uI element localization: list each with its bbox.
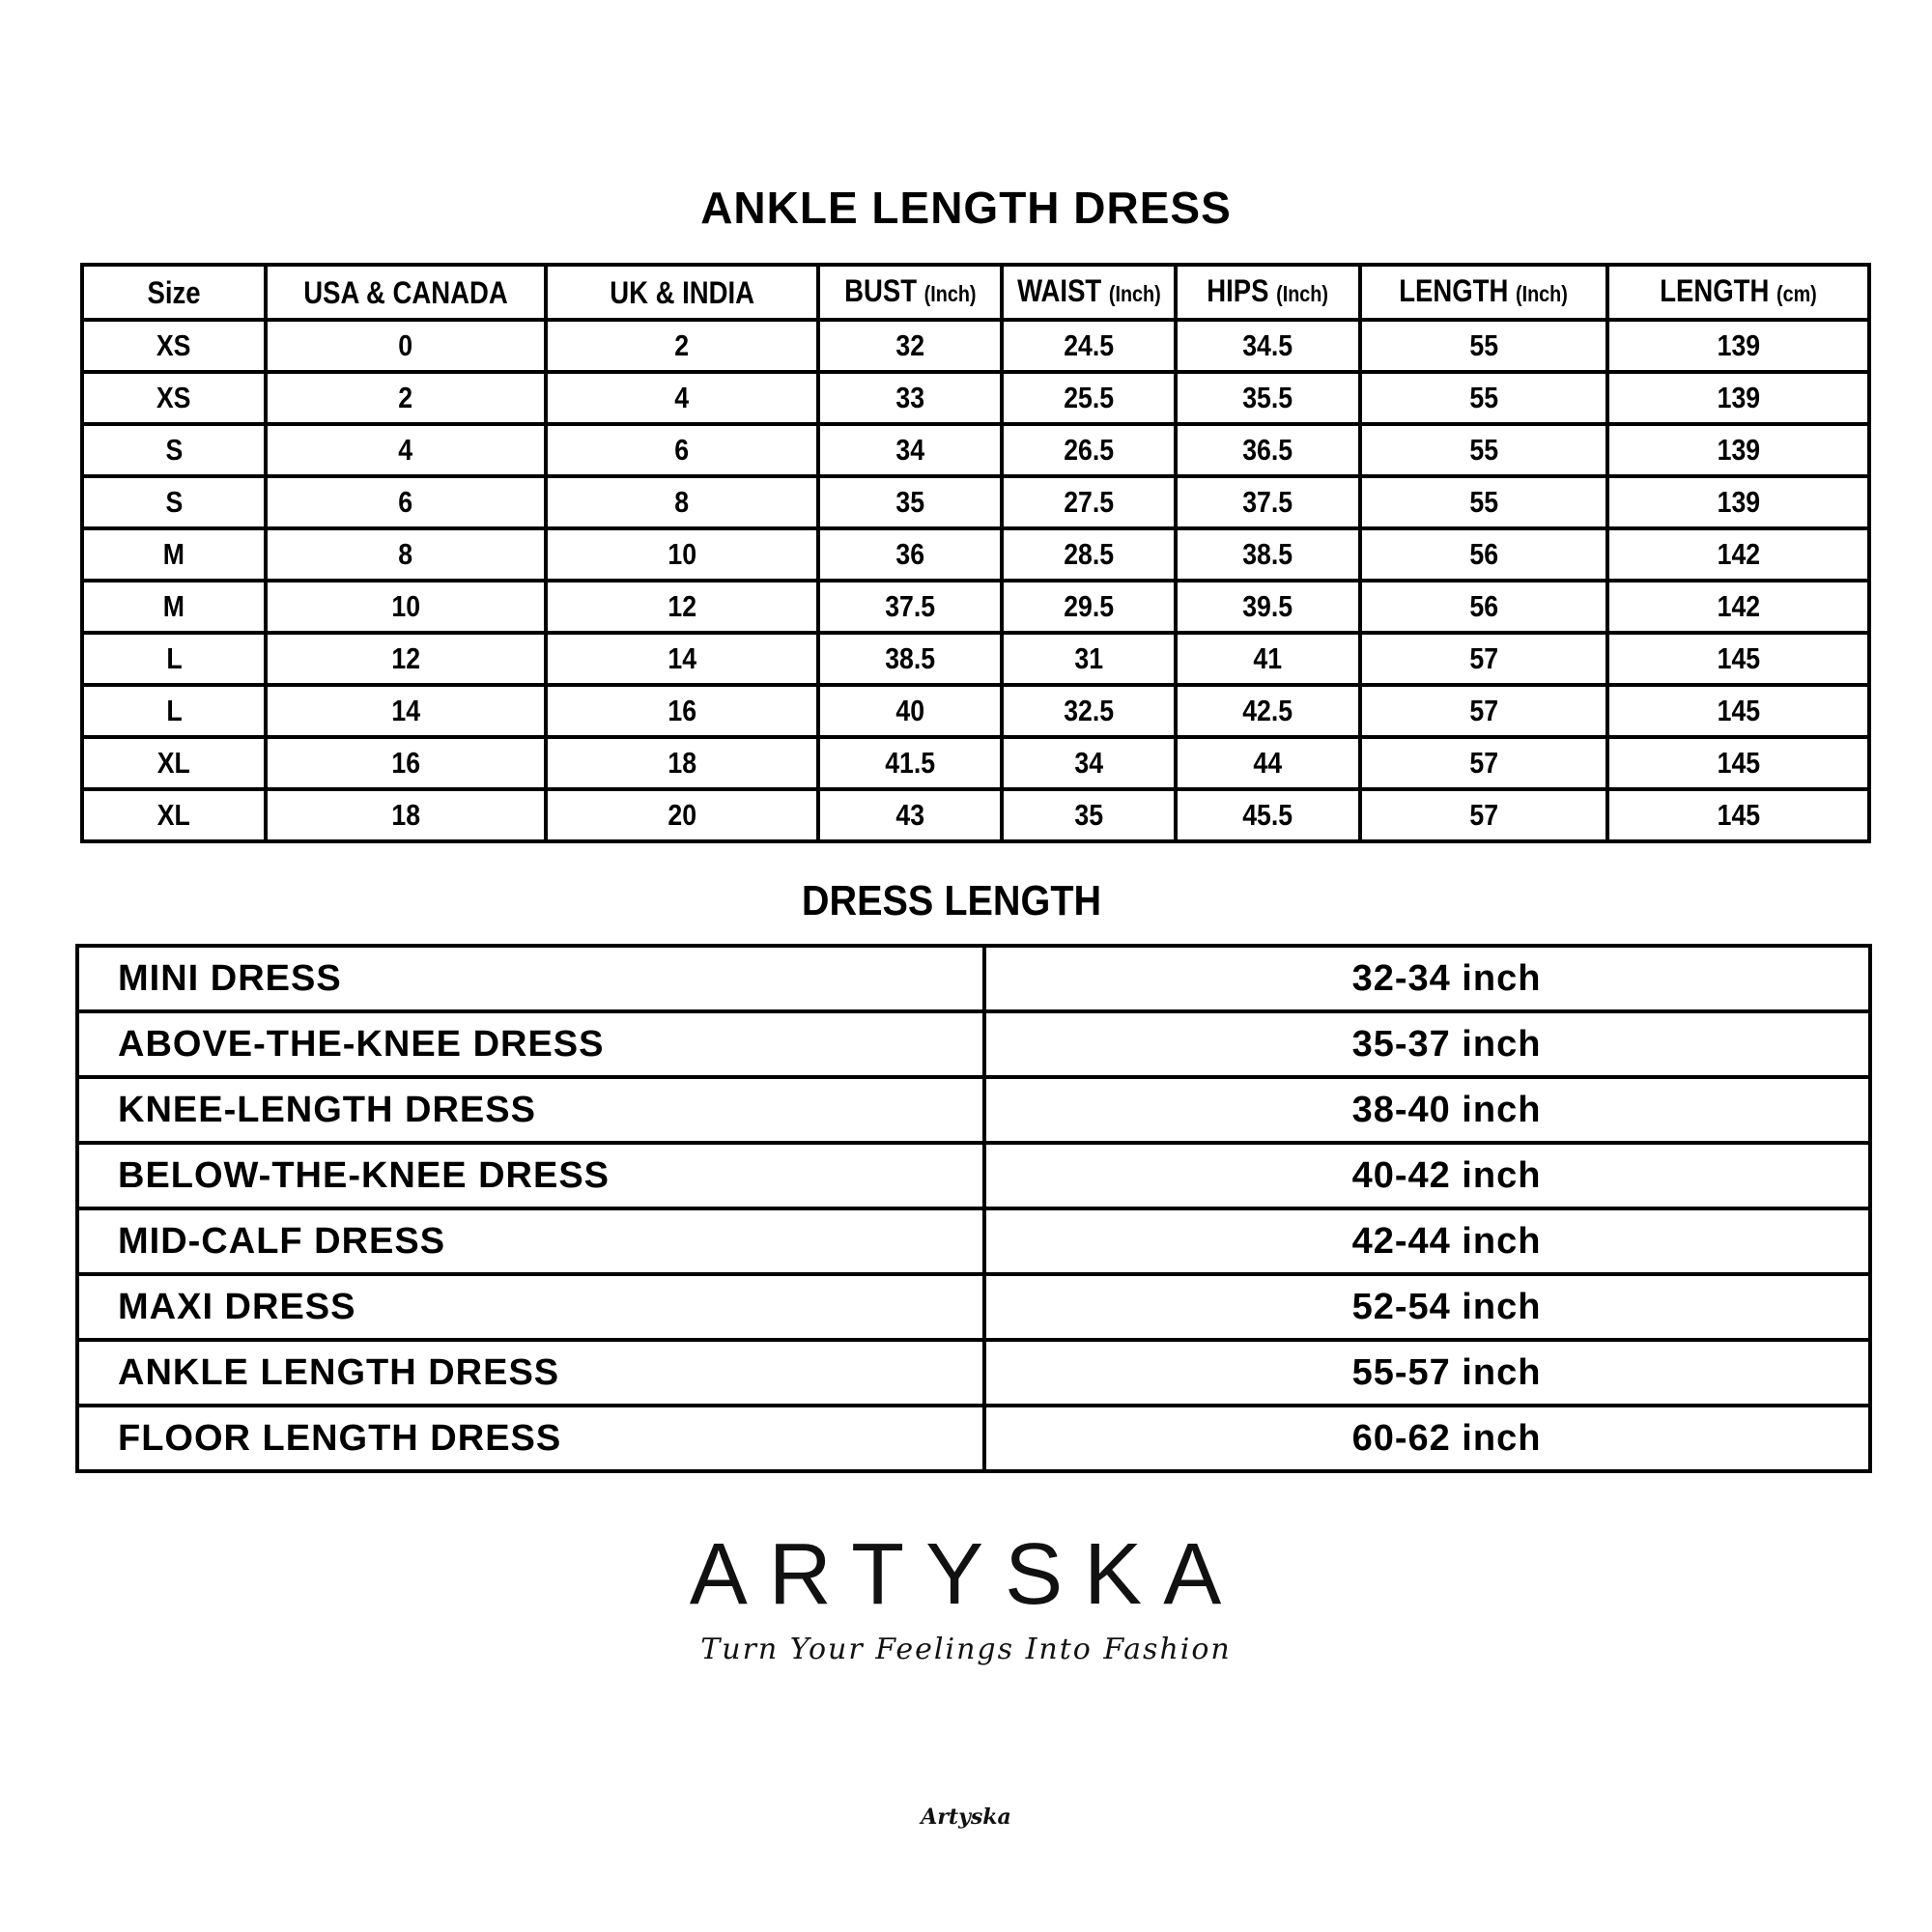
- table-cell: [1360, 789, 1607, 841]
- table-cell: [266, 476, 546, 528]
- brand-signature: Artyska: [921, 1804, 1011, 1830]
- table-cell: [1360, 320, 1607, 372]
- cell-value: 45.5: [1242, 798, 1293, 832]
- cell-value: 6: [398, 485, 413, 519]
- cell-value: S: [165, 433, 183, 467]
- cell-value: 139: [1717, 485, 1760, 519]
- cell-value: 55: [1469, 381, 1498, 414]
- cell-value: M: [162, 589, 185, 623]
- cell-value: 26.5: [1064, 433, 1114, 467]
- dress-length-range: 40-42 inch: [984, 1143, 1870, 1208]
- brand-logo-text: ARTYSKA: [689, 1526, 1243, 1623]
- table-cell: [818, 372, 1002, 424]
- table-cell: [1360, 476, 1607, 528]
- table-cell: [1360, 685, 1607, 737]
- table-cell: [1607, 320, 1869, 372]
- table-cell: [818, 633, 1002, 685]
- table-cell: [82, 372, 266, 424]
- table-cell: [1176, 320, 1360, 372]
- cell-value: 4: [674, 381, 690, 414]
- table-row: [82, 372, 1869, 424]
- header-label: Size: [147, 274, 201, 310]
- table-cell: [1360, 372, 1607, 424]
- table-cell: [1607, 581, 1869, 633]
- cell-value: 32.5: [1064, 694, 1114, 727]
- dress-length-table: [75, 944, 1872, 1473]
- table-cell: [818, 476, 1002, 528]
- table-cell: [1176, 476, 1360, 528]
- dress-length-range: 55-57 inch: [984, 1340, 1870, 1406]
- table-cell: [1360, 737, 1607, 789]
- size-chart-header-cell: [818, 265, 1002, 320]
- cell-value: 145: [1717, 641, 1760, 675]
- table-cell: [818, 528, 1002, 581]
- table-row: [82, 685, 1869, 737]
- cell-value: 142: [1717, 589, 1760, 623]
- cell-value: 31: [1074, 641, 1103, 675]
- table-cell: [1607, 789, 1869, 841]
- cell-value: 14: [668, 641, 696, 675]
- table-row: [82, 320, 1869, 372]
- dress-style-name: BELOW-THE-KNEE DRESS: [77, 1143, 984, 1208]
- table-cell: [1360, 528, 1607, 581]
- table-cell: [1002, 528, 1176, 581]
- cell-value: 10: [391, 589, 420, 623]
- cell-value: 29.5: [1064, 589, 1114, 623]
- cell-value: 57: [1469, 746, 1498, 780]
- cell-value: 32: [895, 328, 924, 362]
- table-cell: [82, 685, 266, 737]
- cell-value: 2: [398, 381, 413, 414]
- dress-style-name: ABOVE-THE-KNEE DRESS: [77, 1011, 984, 1077]
- header-label: LENGTH: [1660, 273, 1770, 308]
- cell-value: 145: [1717, 798, 1760, 832]
- cell-value: L: [165, 641, 183, 675]
- cell-value: 16: [391, 746, 420, 780]
- size-chart-header-cell: [266, 265, 546, 320]
- header-label: USA & CANADA: [303, 274, 508, 310]
- dress-length-range: 35-37 inch: [984, 1011, 1870, 1077]
- cell-value: 38.5: [885, 641, 935, 675]
- size-chart-header-cell: [1360, 265, 1607, 320]
- cell-value: 27.5: [1064, 485, 1114, 519]
- table-cell: [1002, 737, 1176, 789]
- cell-value: 145: [1717, 746, 1760, 780]
- header-label: UK & INDIA: [610, 274, 754, 310]
- brand-logo: [0, 1526, 1932, 1623]
- table-cell: [82, 633, 266, 685]
- cell-value: 36: [895, 537, 924, 571]
- table-cell: [82, 789, 266, 841]
- table-cell: [82, 581, 266, 633]
- table-cell: [546, 372, 818, 424]
- cell-value: 139: [1717, 381, 1760, 414]
- cell-value: 56: [1469, 589, 1498, 623]
- cell-value: 38.5: [1242, 537, 1293, 571]
- table-cell: [82, 528, 266, 581]
- header-label: BUST: [843, 273, 917, 308]
- dress-length-row: [77, 1406, 1870, 1471]
- table-cell: [266, 372, 546, 424]
- table-row: [82, 633, 1869, 685]
- dress-length-range: 32-34 inch: [984, 946, 1870, 1011]
- size-chart-header-cell: [1607, 265, 1869, 320]
- cell-value: 41.5: [885, 746, 935, 780]
- cell-value: 34: [895, 433, 924, 467]
- table-cell: [266, 633, 546, 685]
- table-cell: [1360, 581, 1607, 633]
- cell-value: 56: [1469, 537, 1498, 571]
- dress-length-range: 38-40 inch: [984, 1077, 1870, 1143]
- table-row: [82, 528, 1869, 581]
- table-cell: [546, 424, 818, 476]
- table-cell: [546, 581, 818, 633]
- header-label: HIPS: [1207, 273, 1269, 308]
- cell-value: 35: [895, 485, 924, 519]
- cell-value: 55: [1469, 328, 1498, 362]
- table-row: [82, 581, 1869, 633]
- cell-value: 41: [1253, 641, 1283, 675]
- dress-length-range: 42-44 inch: [984, 1208, 1870, 1274]
- cell-value: 12: [668, 589, 696, 623]
- size-chart-header-row: [82, 265, 1869, 320]
- table-row: [82, 476, 1869, 528]
- dress-length-row: [77, 1340, 1870, 1406]
- table-row: [82, 737, 1869, 789]
- table-cell: [82, 320, 266, 372]
- dress-style-name: ANKLE LENGTH DRESS: [77, 1340, 984, 1406]
- dress-length-row: [77, 1011, 1870, 1077]
- cell-value: S: [165, 485, 183, 519]
- cell-value: 40: [895, 694, 924, 727]
- cell-value: 37.5: [885, 589, 935, 623]
- dress-length-range: 60-62 inch: [984, 1406, 1870, 1471]
- table-cell: [82, 424, 266, 476]
- cell-value: XS: [156, 381, 191, 414]
- dress-style-name: MID-CALF DRESS: [77, 1208, 984, 1274]
- cell-value: 55: [1469, 433, 1498, 467]
- dress-length-title: DRESS LENGTH: [801, 877, 1102, 924]
- cell-value: 28.5: [1064, 537, 1114, 571]
- cell-value: 34: [1074, 746, 1103, 780]
- table-cell: [1002, 424, 1176, 476]
- table-cell: [1176, 737, 1360, 789]
- size-chart-header-cell: [546, 265, 818, 320]
- cell-value: 16: [668, 694, 696, 727]
- table-cell: [82, 476, 266, 528]
- table-cell: [1607, 633, 1869, 685]
- cell-value: 42.5: [1242, 694, 1293, 727]
- dress-length-range: 52-54 inch: [984, 1274, 1870, 1340]
- table-cell: [266, 581, 546, 633]
- table-cell: [546, 685, 818, 737]
- table-cell: [546, 528, 818, 581]
- table-cell: [818, 320, 1002, 372]
- size-chart-title: ANKLE LENGTH DRESS: [700, 183, 1232, 233]
- table-cell: [818, 685, 1002, 737]
- table-cell: [82, 737, 266, 789]
- header-unit: (Inch): [1108, 281, 1161, 306]
- table-cell: [266, 528, 546, 581]
- size-chart-header-cell: [1176, 265, 1360, 320]
- table-cell: [1002, 633, 1176, 685]
- size-chart-header-cell: [82, 265, 266, 320]
- dress-style-name: MINI DRESS: [77, 946, 984, 1011]
- table-cell: [1607, 685, 1869, 737]
- header-unit: (Inch): [1516, 281, 1569, 306]
- table-cell: [1607, 476, 1869, 528]
- cell-value: 37.5: [1242, 485, 1293, 519]
- dress-style-name: KNEE-LENGTH DRESS: [77, 1077, 984, 1143]
- table-cell: [266, 320, 546, 372]
- table-cell: [546, 320, 818, 372]
- dress-length-row: [77, 946, 1870, 1011]
- cell-value: 35.5: [1242, 381, 1293, 414]
- header-unit: (Inch): [923, 281, 977, 306]
- cell-value: 44: [1253, 746, 1283, 780]
- table-cell: [1002, 789, 1176, 841]
- cell-value: 35: [1074, 798, 1103, 832]
- table-cell: [1002, 685, 1176, 737]
- cell-value: 8: [398, 537, 413, 571]
- cell-value: 36.5: [1242, 433, 1293, 467]
- table-cell: [266, 737, 546, 789]
- cell-value: 145: [1717, 694, 1760, 727]
- cell-value: 57: [1469, 798, 1498, 832]
- table-cell: [266, 424, 546, 476]
- cell-value: XS: [156, 328, 191, 362]
- cell-value: 139: [1717, 328, 1760, 362]
- table-cell: [818, 789, 1002, 841]
- cell-value: 34.5: [1242, 328, 1293, 362]
- cell-value: 25.5: [1064, 381, 1114, 414]
- table-cell: [1002, 320, 1176, 372]
- header-label: WAIST: [1016, 273, 1101, 308]
- table-cell: [266, 789, 546, 841]
- cell-value: 14: [391, 694, 420, 727]
- cell-value: 4: [398, 433, 413, 467]
- table-cell: [1002, 581, 1176, 633]
- table-cell: [1002, 476, 1176, 528]
- cell-value: XL: [156, 798, 191, 832]
- table-cell: [818, 581, 1002, 633]
- cell-value: 33: [895, 381, 924, 414]
- cell-value: XL: [156, 746, 191, 780]
- cell-value: 57: [1469, 694, 1498, 727]
- table-row: [82, 424, 1869, 476]
- cell-value: 57: [1469, 641, 1498, 675]
- table-cell: [546, 789, 818, 841]
- table-cell: [1607, 372, 1869, 424]
- cell-value: 20: [668, 798, 696, 832]
- cell-value: 43: [895, 798, 924, 832]
- table-cell: [1002, 372, 1176, 424]
- table-cell: [546, 633, 818, 685]
- cell-value: 12: [391, 641, 420, 675]
- cell-value: 10: [668, 537, 696, 571]
- table-cell: [818, 737, 1002, 789]
- cell-value: 2: [674, 328, 690, 362]
- dress-length-row: [77, 1208, 1870, 1274]
- header-unit: (Inch): [1276, 281, 1329, 306]
- header-unit: (cm): [1776, 281, 1817, 306]
- cell-value: 142: [1717, 537, 1760, 571]
- table-row: [82, 789, 1869, 841]
- table-cell: [1607, 424, 1869, 476]
- dress-style-name: FLOOR LENGTH DRESS: [77, 1406, 984, 1471]
- size-chart-header-cell: [1002, 265, 1176, 320]
- table-cell: [1176, 633, 1360, 685]
- dress-length-row: [77, 1274, 1870, 1340]
- table-cell: [266, 685, 546, 737]
- table-cell: [818, 424, 1002, 476]
- table-cell: [1176, 528, 1360, 581]
- size-chart-table: [80, 263, 1871, 843]
- cell-value: 39.5: [1242, 589, 1293, 623]
- header-label: LENGTH: [1399, 273, 1509, 308]
- table-cell: [546, 476, 818, 528]
- cell-value: M: [162, 537, 185, 571]
- table-cell: [1607, 737, 1869, 789]
- table-cell: [1176, 789, 1360, 841]
- table-cell: [1360, 633, 1607, 685]
- cell-value: 24.5: [1064, 328, 1114, 362]
- cell-value: 0: [398, 328, 413, 362]
- table-cell: [1176, 372, 1360, 424]
- table-cell: [546, 737, 818, 789]
- cell-value: L: [165, 694, 183, 727]
- dress-length-row: [77, 1077, 1870, 1143]
- cell-value: 18: [668, 746, 696, 780]
- cell-value: 6: [674, 433, 690, 467]
- dress-length-row: [77, 1143, 1870, 1208]
- table-cell: [1176, 685, 1360, 737]
- table-cell: [1176, 581, 1360, 633]
- dress-style-name: MAXI DRESS: [77, 1274, 984, 1340]
- table-cell: [1176, 424, 1360, 476]
- cell-value: 139: [1717, 433, 1760, 467]
- table-cell: [1360, 424, 1607, 476]
- brand-tagline: Turn Your Feelings Into Fashion: [700, 1633, 1232, 1666]
- table-cell: [1607, 528, 1869, 581]
- cell-value: 8: [674, 485, 690, 519]
- cell-value: 18: [391, 798, 420, 832]
- cell-value: 55: [1469, 485, 1498, 519]
